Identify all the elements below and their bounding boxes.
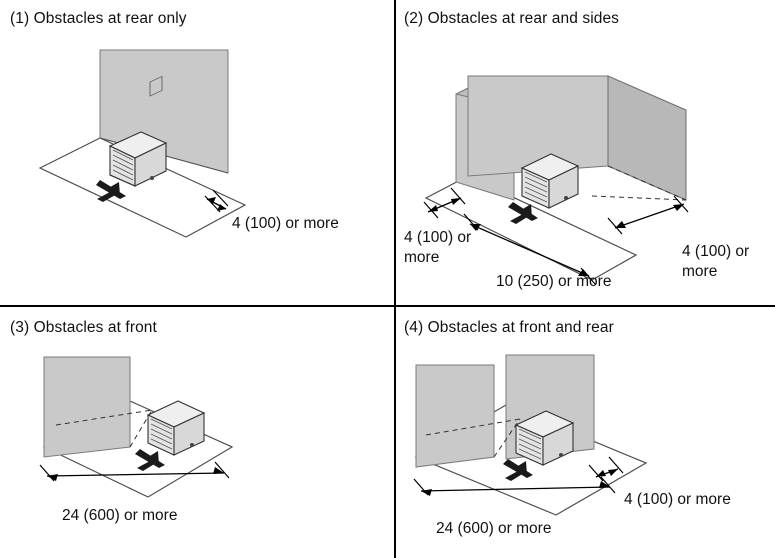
dimension-front-clearance bbox=[414, 477, 615, 496]
dimension-rear-clearance bbox=[205, 190, 228, 212]
dimension-front-clearance bbox=[40, 462, 229, 481]
panel-1-drawing bbox=[0, 0, 394, 305]
airflow-arrow-icon bbox=[503, 459, 533, 481]
panel-3-title: (3) Obstacles at front bbox=[10, 319, 157, 336]
panel-2-front-dimension-label: 10 (250) or more bbox=[496, 273, 612, 290]
front-wall bbox=[416, 365, 494, 467]
outdoor-unit bbox=[148, 401, 204, 455]
panel-3-drawing bbox=[0, 307, 394, 558]
airflow-arrow-icon bbox=[135, 449, 165, 471]
panel-4 bbox=[396, 307, 775, 558]
panel-2-left-dimension-label: 4 (100) or more bbox=[404, 229, 472, 266]
panel-3-dimension-label: 24 (600) or more bbox=[62, 507, 178, 524]
dimension-right-side bbox=[608, 196, 688, 234]
panel-1 bbox=[0, 0, 394, 305]
right-wall bbox=[608, 76, 686, 200]
panel-1-dimension-label: 4 (100) or more bbox=[232, 215, 339, 232]
panel-3 bbox=[0, 307, 394, 558]
panel-1-title: (1) Obstacles at rear only bbox=[10, 10, 187, 27]
panel-2 bbox=[396, 0, 775, 305]
dimension-rear-clearance bbox=[589, 457, 623, 481]
dimension-left-side bbox=[424, 188, 465, 218]
front-wall bbox=[44, 357, 130, 457]
panel-4-title: (4) Obstacles at front and rear bbox=[404, 319, 614, 336]
panel-4-rear-dimension-label: 4 (100) or more bbox=[624, 491, 731, 508]
panel-2-right-dimension-label: 4 (100) or more bbox=[682, 243, 750, 280]
panel-4-front-dimension-label: 24 (600) or more bbox=[436, 520, 552, 537]
airflow-arrow-icon bbox=[96, 180, 126, 202]
panel-2-title: (2) Obstacles at rear and sides bbox=[404, 10, 620, 27]
airflow-arrow-icon bbox=[508, 202, 538, 224]
